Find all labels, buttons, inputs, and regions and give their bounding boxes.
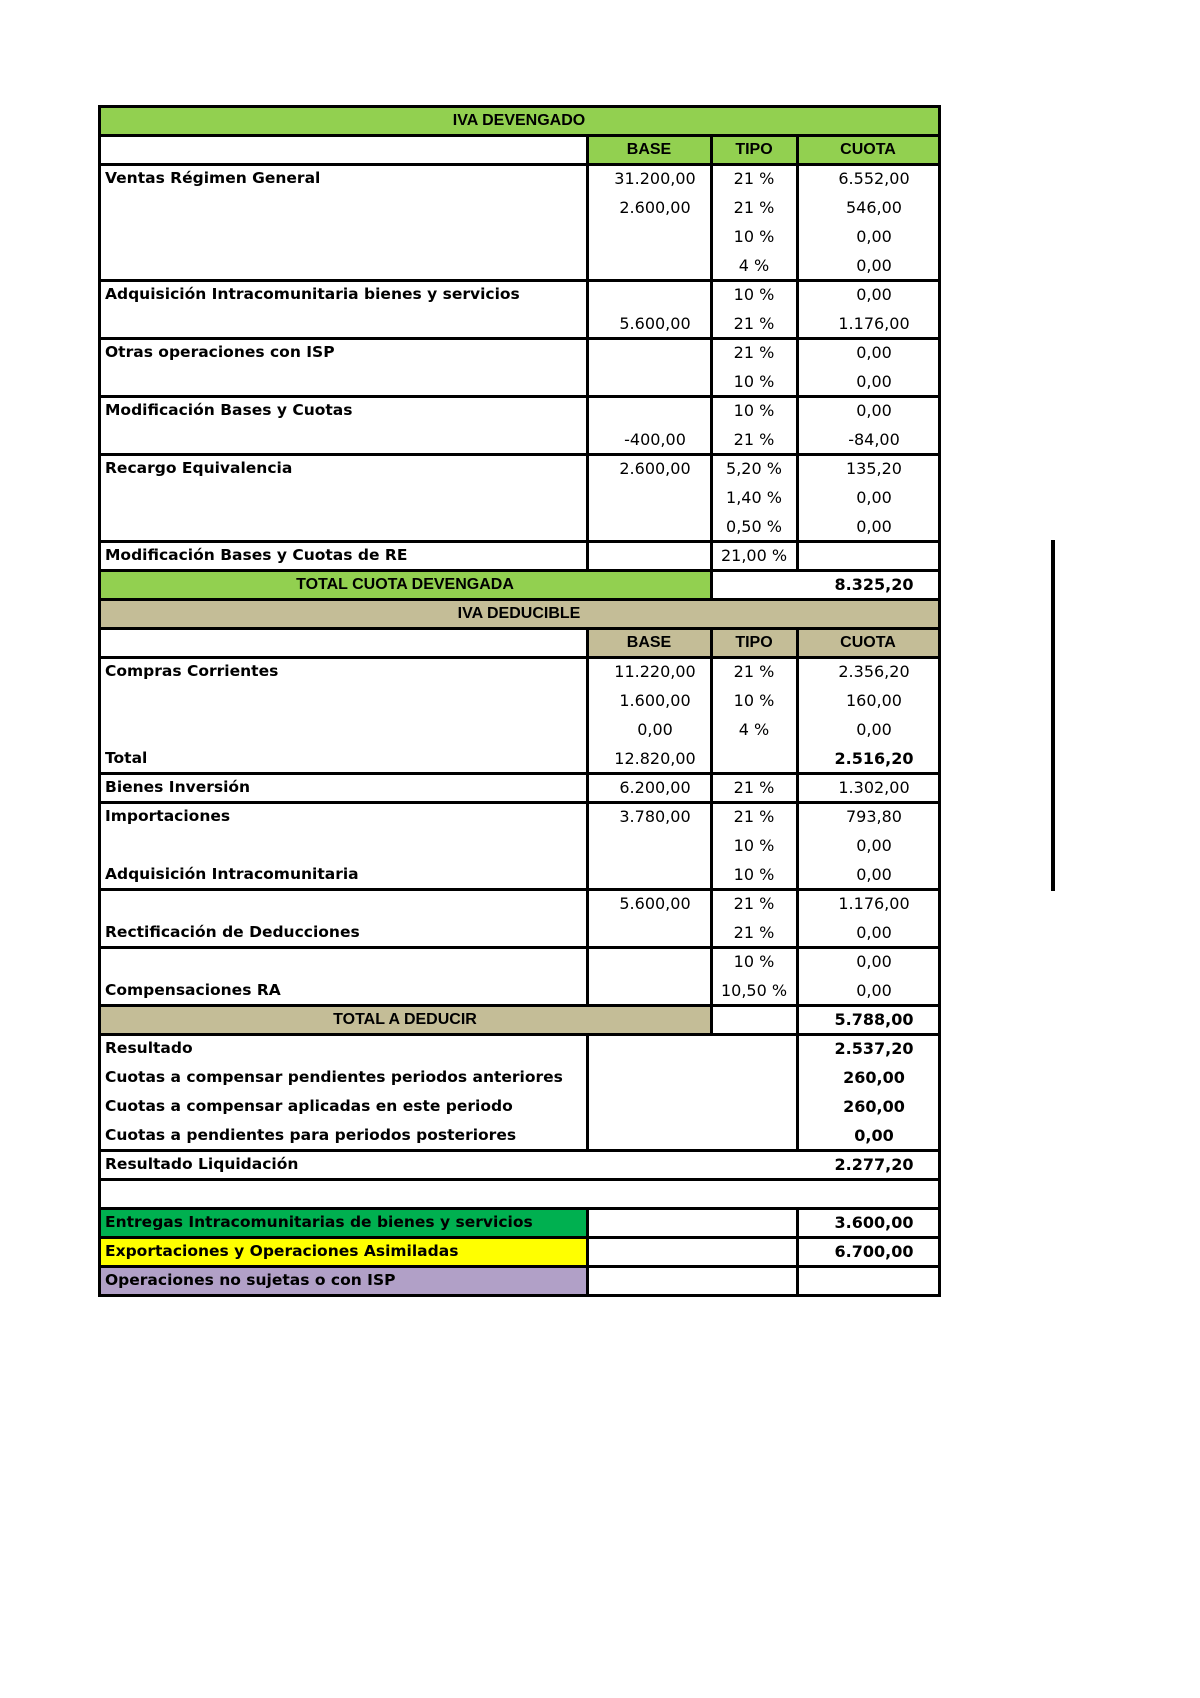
base-value: -400,00: [624, 430, 686, 449]
total-devengada-value: 8.325,20: [834, 575, 914, 594]
grid-line: [796, 1033, 799, 1151]
grid-line: [98, 1149, 941, 1152]
deducible-row: [99, 831, 939, 860]
otras-value: 6.700,00: [834, 1242, 914, 1261]
base-value: 5.600,00: [619, 894, 691, 913]
devengado-total-row: [99, 570, 939, 599]
deducible-header-row: [99, 628, 939, 657]
deducible-row: [99, 715, 939, 744]
total-devengada-label: TOTAL CUOTA DEVENGADA: [99, 570, 711, 599]
tipo-value: 0,50 %: [726, 517, 782, 536]
base-value: 3.780,00: [619, 807, 691, 826]
concept-label: [99, 309, 587, 338]
grid-line: [98, 1294, 941, 1297]
grid-line: [98, 395, 941, 398]
cuota-value: 0,00: [856, 517, 892, 536]
grid-line: [98, 656, 941, 659]
grid-line: [98, 1178, 941, 1181]
tipo-value: 10 %: [733, 372, 775, 391]
deducible-row: [99, 860, 939, 889]
cuota-value: 1.302,00: [838, 778, 910, 797]
cuota-value: 0,00: [856, 836, 892, 855]
tipo-value: [711, 744, 797, 773]
concept-label: [99, 715, 587, 744]
grid-line: [586, 1207, 589, 1296]
liquidacion-row: [99, 1150, 939, 1179]
concept-label: [99, 483, 587, 512]
concept-label: [99, 193, 587, 222]
resultado-label: Cuotas a compensar pendientes periodos anteriores: [105, 1068, 563, 1086]
deducible-title-row: [99, 599, 939, 628]
grid-line: [98, 598, 941, 601]
resultado-label: Cuotas a compensar aplicadas en este periodo: [105, 1097, 513, 1115]
devengado-header-row: [99, 135, 939, 164]
otras-label: Exportaciones y Operaciones Asimiladas: [99, 1237, 587, 1266]
concept-label: Recargo Equivalencia: [105, 459, 293, 477]
tipo-value: 10 %: [733, 401, 775, 420]
tipo-value: 10,50 %: [720, 981, 788, 1000]
devengado-row: [99, 541, 939, 570]
devengado-row: [99, 396, 939, 425]
tipo-value: 21 %: [733, 662, 775, 681]
base-value: [587, 947, 711, 976]
base-value: 12.820,00: [614, 749, 696, 768]
tipo-value: 4 %: [738, 256, 770, 275]
tipo-value: 10 %: [733, 952, 775, 971]
concept-label: Compensaciones RA: [105, 981, 281, 999]
cuota-value: 0,00: [856, 720, 892, 739]
cuota-value: 793,80: [846, 807, 902, 826]
base-value: [587, 976, 711, 1005]
deducible-row: [99, 802, 939, 831]
concept-label: [99, 686, 587, 715]
base-value: 1.600,00: [619, 691, 691, 710]
header-blank: [99, 628, 587, 657]
deducible-row: [99, 744, 939, 773]
cuota-value: 2.516,20: [834, 749, 914, 768]
deducible-row: [99, 657, 939, 686]
grid-line: [98, 163, 941, 166]
cuota-value: 0,00: [856, 227, 892, 246]
liquidacion-label: Resultado Liquidación: [105, 1155, 299, 1173]
grid-line: [98, 1004, 941, 1007]
base-value: [587, 396, 711, 425]
devengado-row: [99, 251, 939, 280]
devengado-row: [99, 222, 939, 251]
header-tipo: TIPO: [711, 135, 797, 164]
deducible-title: IVA DEDUCIBLE: [99, 599, 939, 628]
tipo-value: 10 %: [733, 227, 775, 246]
base-value: [587, 251, 711, 280]
devengado-row: [99, 338, 939, 367]
grid-line: [98, 946, 941, 949]
devengado-row: [99, 367, 939, 396]
devengado-row: [99, 193, 939, 222]
cuota-value: 0,00: [856, 401, 892, 420]
grid-line: [98, 801, 941, 804]
tipo-value: 21 %: [733, 894, 775, 913]
header-base: BASE: [587, 628, 711, 657]
concept-label: Bienes Inversión: [105, 778, 251, 796]
grid-line: [98, 569, 941, 572]
concept-label: Importaciones: [105, 807, 231, 825]
tipo-value: 10 %: [733, 691, 775, 710]
grid-line: [98, 627, 941, 630]
base-value: [587, 367, 711, 396]
deducible-row: [99, 947, 939, 976]
deducible-row: [99, 918, 939, 947]
concept-label: [99, 947, 587, 976]
otras-operaciones-row: [99, 1208, 939, 1237]
grid-line: [938, 105, 941, 1296]
deducible-row: [99, 976, 939, 1005]
base-value: [587, 280, 711, 309]
base-value: [587, 860, 711, 889]
total-deducir-value: 5.788,00: [834, 1010, 914, 1029]
base-value: 6.200,00: [619, 778, 691, 797]
resultado-value: 260,00: [843, 1068, 905, 1087]
grid-line: [98, 772, 941, 775]
iva-liquidation-table: [99, 106, 939, 1295]
concept-label: [99, 222, 587, 251]
grid-line: [98, 1265, 941, 1268]
base-value: 2.600,00: [619, 198, 691, 217]
resultado-value: 260,00: [843, 1097, 905, 1116]
grid-line: [710, 627, 713, 1035]
deducible-row: [99, 773, 939, 802]
grid-line: [98, 105, 941, 108]
devengado-row: [99, 483, 939, 512]
cuota-value: 0,00: [856, 488, 892, 507]
base-value: 11.220,00: [614, 662, 696, 681]
deducible-row: [99, 889, 939, 918]
resultado-value: 2.537,20: [834, 1039, 914, 1058]
concept-label: Otras operaciones con ISP: [105, 343, 335, 361]
otras-label: Entregas Intracomunitarias de bienes y servicios: [99, 1208, 587, 1237]
grid-line: [796, 1207, 799, 1296]
cuota-value: 0,00: [856, 923, 892, 942]
otras-label: Operaciones no sujetas o con ISP: [99, 1266, 587, 1295]
concept-label: [99, 831, 587, 860]
cuota-value: 2.356,20: [838, 662, 910, 681]
resultado-row: [99, 1034, 939, 1063]
resultado-label: Cuotas a pendientes para periodos posteriores: [105, 1126, 517, 1144]
grid-line: [796, 134, 799, 571]
grid-line: [586, 134, 589, 571]
devengado-row: [99, 454, 939, 483]
tipo-value: 21 %: [733, 343, 775, 362]
cuota-value: 1.176,00: [838, 894, 910, 913]
cuota-value: 0,00: [856, 343, 892, 362]
resultado-row: [99, 1092, 939, 1121]
cuota-value: 1.176,00: [838, 314, 910, 333]
grid-line: [98, 1207, 941, 1210]
grid-line: [710, 134, 713, 600]
grid-line: [98, 1236, 941, 1239]
devengado-row: [99, 164, 939, 193]
concept-label: [99, 367, 587, 396]
base-value: [587, 541, 711, 570]
base-value: 2.600,00: [619, 459, 691, 478]
concept-label: Adquisición Intracomunitaria bienes y servicios: [105, 285, 520, 303]
grid-line: [98, 1033, 941, 1036]
cuota-value: 6.552,00: [838, 169, 910, 188]
grid-line: [98, 134, 941, 137]
cuota-value: -84,00: [848, 430, 900, 449]
tipo-value: 21 %: [733, 430, 775, 449]
total-deducir-label: TOTAL A DEDUCIR: [99, 1005, 711, 1034]
concept-label: Adquisición Intracomunitaria: [105, 865, 359, 883]
tipo-value: 5,20 %: [726, 459, 782, 478]
base-value: [587, 918, 711, 947]
concept-label: Compras Corrientes: [105, 662, 279, 680]
header-blank: [99, 135, 587, 164]
cuota-value: [797, 541, 939, 570]
concept-label: Total: [105, 749, 148, 767]
devengado-row: [99, 280, 939, 309]
concept-label: [99, 889, 587, 918]
grid-line: [586, 1033, 589, 1151]
otras-operaciones-row: [99, 1237, 939, 1266]
cuota-value: 0,00: [856, 256, 892, 275]
liquidacion-value: 2.277,20: [834, 1155, 914, 1174]
otras-value: 3.600,00: [834, 1213, 914, 1232]
base-value: [587, 831, 711, 860]
grid-line: [586, 627, 589, 1006]
resultado-row: [99, 1121, 939, 1150]
concept-label: [99, 425, 587, 454]
tipo-value: 10 %: [733, 865, 775, 884]
grid-line: [98, 453, 941, 456]
devengado-row: [99, 512, 939, 541]
base-value: 31.200,00: [614, 169, 696, 188]
resultado-label: Resultado: [105, 1039, 193, 1057]
grid-line: [98, 888, 941, 891]
base-value: [587, 483, 711, 512]
tipo-value: 21 %: [733, 778, 775, 797]
header-tipo: TIPO: [711, 628, 797, 657]
header-cuota: CUOTA: [797, 135, 939, 164]
base-value: [587, 512, 711, 541]
grid-line: [98, 105, 101, 1296]
tipo-value: 10 %: [733, 285, 775, 304]
header-base: BASE: [587, 135, 711, 164]
tipo-value: 21 %: [733, 923, 775, 942]
grid-line: [796, 627, 799, 1035]
base-value: 0,00: [637, 720, 673, 739]
concept-label: [99, 251, 587, 280]
tipo-value: 10 %: [733, 836, 775, 855]
devengado-title-row: [99, 106, 939, 135]
cuota-value: 0,00: [856, 952, 892, 971]
concept-label: Rectificación de Deducciones: [105, 923, 360, 941]
cuota-value: 0,00: [856, 865, 892, 884]
otras-value: [797, 1266, 939, 1295]
spacer-row: [99, 1179, 939, 1208]
tipo-value: 4 %: [738, 720, 770, 739]
concept-label: Modificación Bases y Cuotas: [105, 401, 353, 419]
header-cuota: CUOTA: [797, 628, 939, 657]
cuota-value: 0,00: [856, 981, 892, 1000]
tipo-value: 21 %: [733, 807, 775, 826]
tipo-value: 21 %: [733, 169, 775, 188]
tipo-value: 21 %: [733, 198, 775, 217]
otras-operaciones-row: [99, 1266, 939, 1295]
resultado-value: 0,00: [854, 1126, 894, 1145]
grid-line: [98, 337, 941, 340]
resultado-row: [99, 1063, 939, 1092]
deducible-total-row: [99, 1005, 939, 1034]
deducible-row: [99, 686, 939, 715]
devengado-title: IVA DEVENGADO: [99, 106, 939, 135]
cuota-value: 546,00: [846, 198, 902, 217]
base-value: [587, 338, 711, 367]
tipo-value: 21,00 %: [720, 546, 788, 565]
cuota-value: 135,20: [846, 459, 902, 478]
cuota-value: 0,00: [856, 285, 892, 304]
devengado-row: [99, 309, 939, 338]
grid-line: [98, 279, 941, 282]
vertical-rule: [1051, 540, 1055, 891]
tipo-value: 21 %: [733, 314, 775, 333]
base-value: 5.600,00: [619, 314, 691, 333]
base-value: [587, 222, 711, 251]
cuota-value: 0,00: [856, 372, 892, 391]
concept-label: Modificación Bases y Cuotas de RE: [105, 546, 408, 564]
cuota-value: 160,00: [846, 691, 902, 710]
concept-label: [99, 512, 587, 541]
devengado-row: [99, 425, 939, 454]
concept-label: Ventas Régimen General: [105, 169, 321, 187]
tipo-value: 1,40 %: [726, 488, 782, 507]
grid-line: [98, 540, 941, 543]
